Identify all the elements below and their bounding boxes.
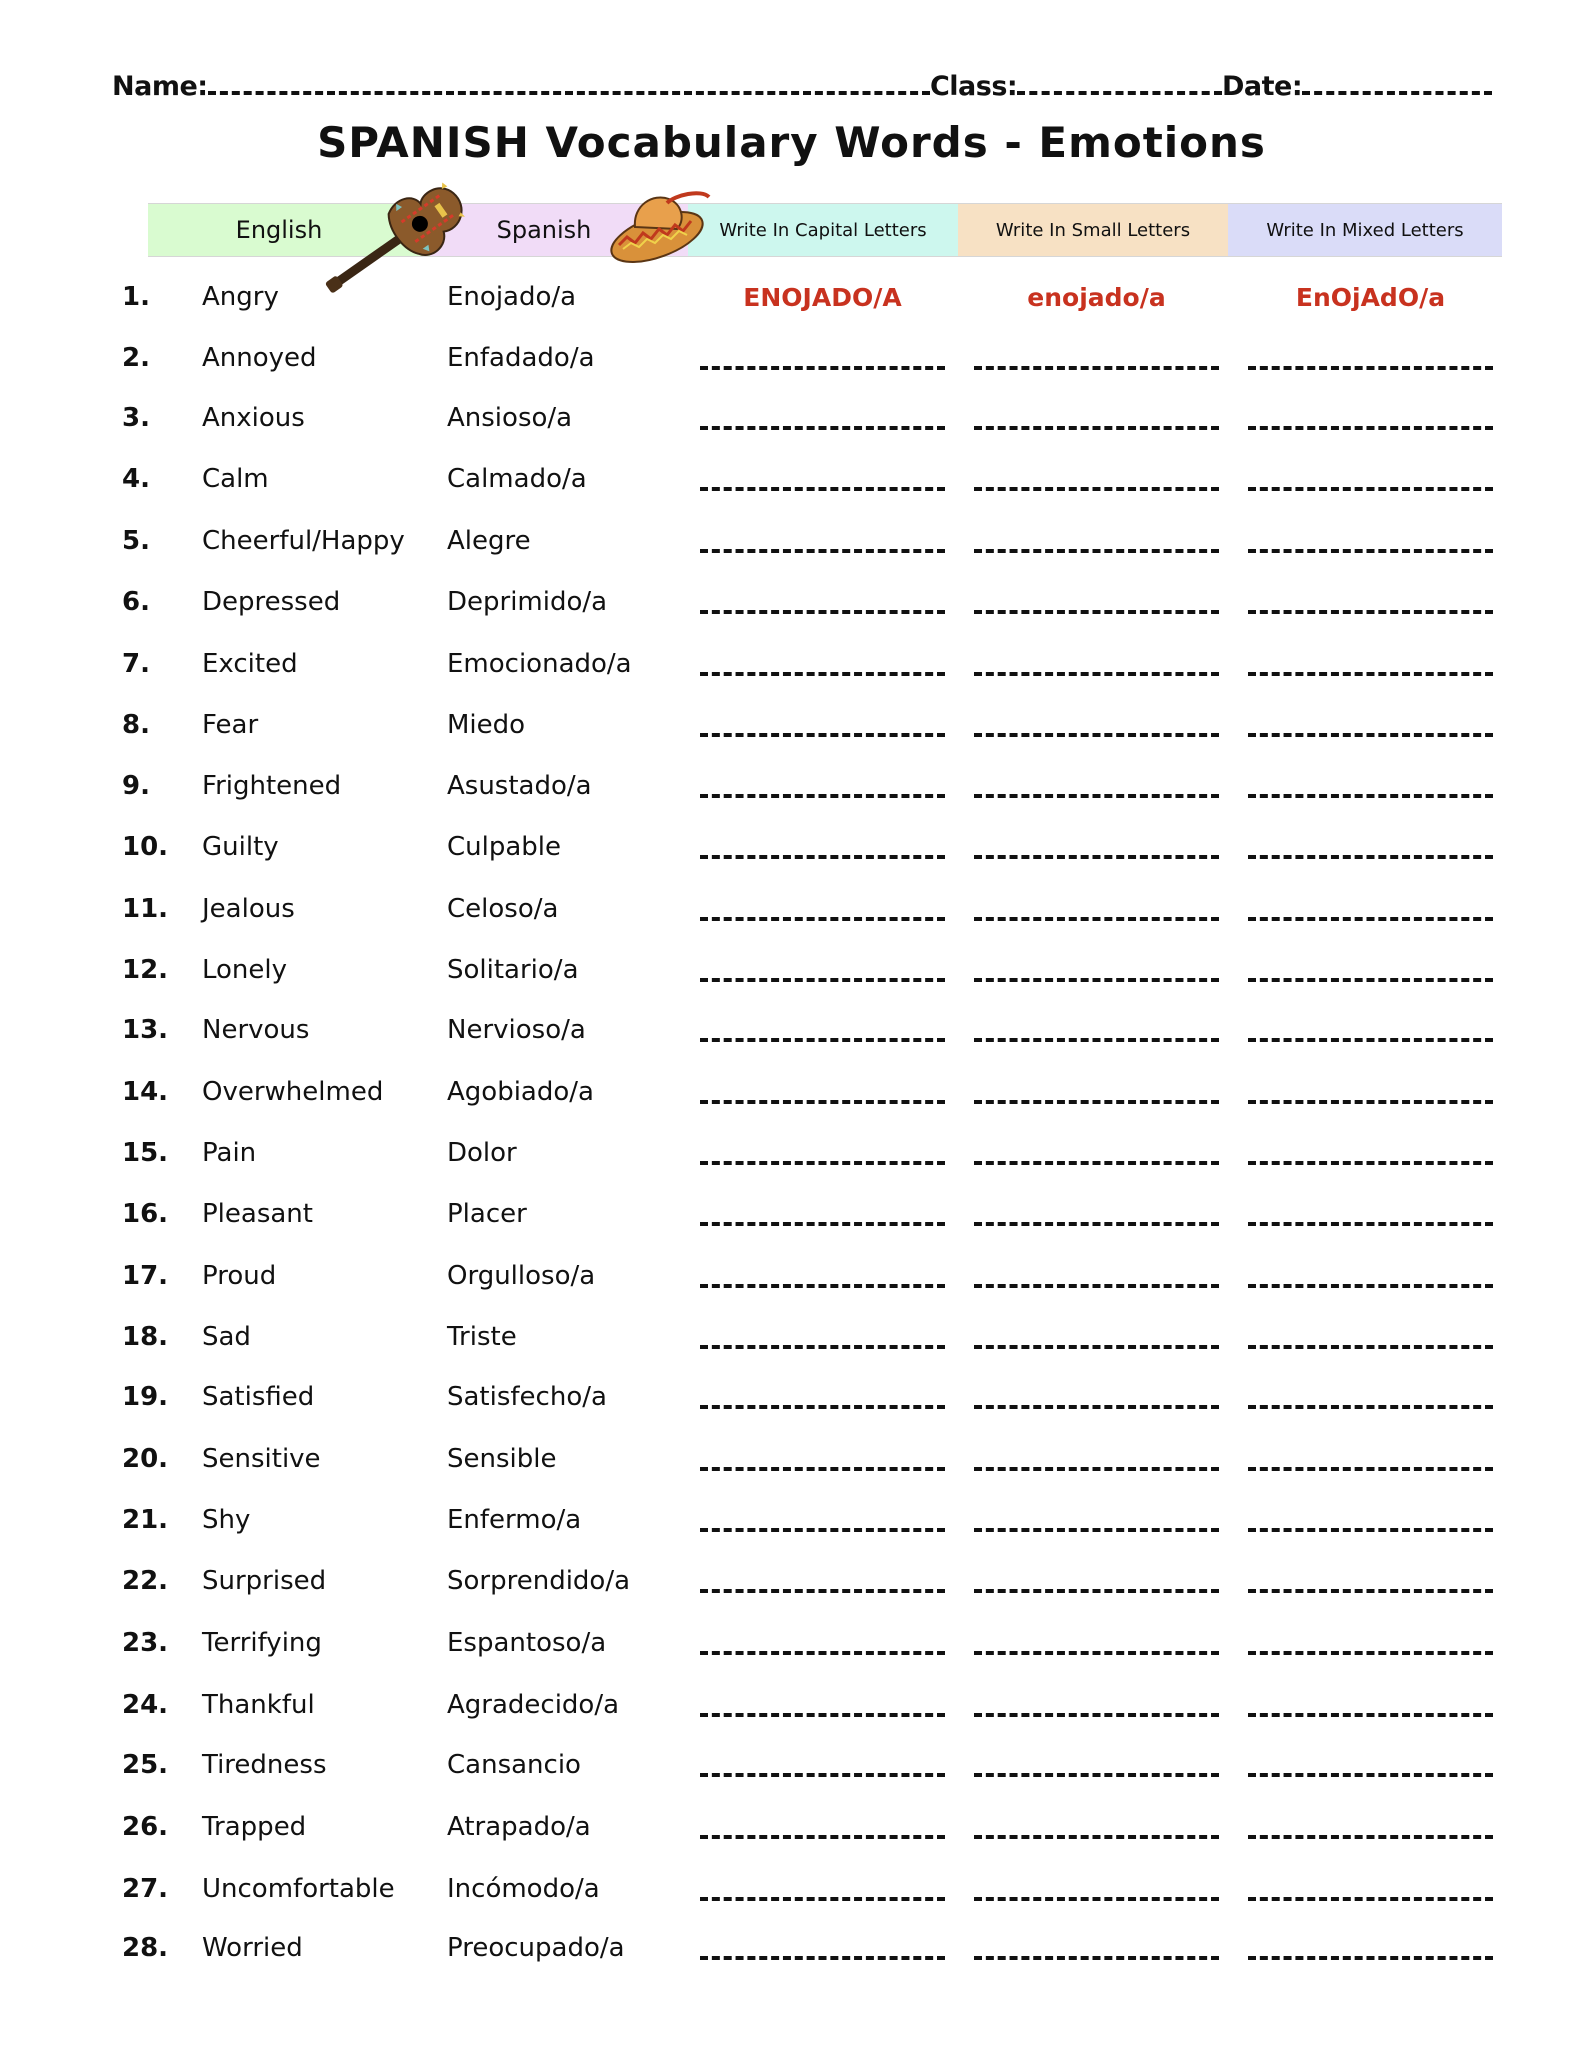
capital-answer-blank[interactable] — [700, 1690, 945, 1720]
spanish-word: Asustado/a — [447, 771, 592, 801]
column-header-small: Write In Small Letters — [958, 204, 1228, 256]
row-number: 17. — [122, 1261, 169, 1291]
english-word: Terrifying — [202, 1628, 322, 1658]
vocab-row — [0, 1556, 1583, 1606]
english-word: Overwhelmed — [202, 1077, 384, 1107]
small-answer: enojado/a — [1027, 282, 1166, 312]
small-answer-blank[interactable] — [974, 1261, 1219, 1291]
small-answer-blank[interactable] — [974, 587, 1219, 617]
spanish-word: Espantoso/a — [447, 1628, 607, 1658]
mixed-answer-blank[interactable] — [1248, 1015, 1493, 1045]
capital-answer-blank[interactable] — [700, 1628, 945, 1658]
row-number: 20. — [122, 1444, 169, 1474]
spanish-word: Enojado/a — [447, 282, 577, 312]
spanish-word: Cansancio — [447, 1750, 581, 1780]
row-number: 10. — [122, 832, 169, 862]
spanish-word: Preocupado/a — [447, 1933, 625, 1963]
row-number: 5. — [122, 526, 150, 556]
vocab-row — [0, 1495, 1583, 1545]
english-word: Tiredness — [202, 1750, 327, 1780]
row-number: 4. — [122, 464, 150, 494]
mixed-answer-blank[interactable] — [1248, 1138, 1493, 1168]
spanish-word: Ansioso/a — [447, 403, 573, 433]
capital-answer-blank[interactable] — [700, 587, 945, 617]
vocab-row — [0, 639, 1583, 689]
vocab-row — [0, 516, 1583, 566]
row-number: 11. — [122, 894, 169, 924]
date-label: Date: — [1222, 71, 1303, 102]
small-answer-blank[interactable] — [974, 1138, 1219, 1168]
spanish-word: Incómodo/a — [447, 1874, 600, 1904]
mixed-answer-blank[interactable] — [1248, 464, 1493, 494]
row-number: 28. — [122, 1933, 169, 1963]
english-word: Frightened — [202, 771, 342, 801]
row-number: 23. — [122, 1628, 169, 1658]
english-word: Pain — [202, 1138, 257, 1168]
mixed-answer-blank[interactable] — [1248, 1261, 1493, 1291]
capital-answer-blank[interactable] — [700, 1322, 945, 1352]
spanish-word: Solitario/a — [447, 955, 579, 985]
capital-answer-blank[interactable] — [700, 1505, 945, 1535]
row-number: 13. — [122, 1015, 169, 1045]
english-word: Worried — [202, 1933, 303, 1963]
spanish-word: Satisfecho/a — [447, 1382, 607, 1412]
english-word: Annoyed — [202, 343, 317, 373]
page-title: SPANISH Vocabulary Words - Emotions — [317, 118, 1266, 167]
capital-answer-blank[interactable] — [700, 464, 945, 494]
vocab-row — [0, 945, 1583, 995]
english-word: Excited — [202, 649, 298, 679]
small-answer-blank[interactable] — [974, 1750, 1219, 1780]
spanish-word: Deprimido/a — [447, 587, 608, 617]
mixed-answer-blank[interactable] — [1248, 1750, 1493, 1780]
spanish-word: Dolor — [447, 1138, 517, 1168]
vocab-row — [0, 1680, 1583, 1730]
mixed-answer-blank[interactable] — [1248, 771, 1493, 801]
small-answer-blank[interactable] — [974, 464, 1219, 494]
small-answer-blank[interactable] — [974, 832, 1219, 862]
small-answer-blank[interactable] — [974, 710, 1219, 740]
vocab-row — [0, 1312, 1583, 1362]
small-answer-blank[interactable] — [974, 955, 1219, 985]
english-word: Satisfied — [202, 1382, 315, 1412]
english-word: Sensitive — [202, 1444, 321, 1474]
mixed-answer-blank[interactable] — [1248, 1812, 1493, 1842]
student-info-line — [112, 62, 1492, 102]
english-word: Cheerful/Happy — [202, 526, 405, 556]
row-number: 12. — [122, 955, 169, 985]
spanish-word: Emocionado/a — [447, 649, 632, 679]
small-answer-blank[interactable] — [974, 649, 1219, 679]
row-number: 27. — [122, 1874, 169, 1904]
capital-answer-blank[interactable] — [700, 894, 945, 924]
vocab-row — [0, 272, 1583, 322]
row-number: 8. — [122, 710, 150, 740]
spanish-word: Enfermo/a — [447, 1505, 582, 1535]
vocab-row — [0, 1372, 1583, 1422]
english-word: Thankful — [202, 1690, 315, 1720]
vocab-row — [0, 1067, 1583, 1117]
row-number: 9. — [122, 771, 150, 801]
mixed-answer-blank[interactable] — [1248, 1322, 1493, 1352]
capital-answer-blank[interactable] — [700, 526, 945, 556]
class-label: Class: — [929, 71, 1018, 102]
row-number: 22. — [122, 1566, 169, 1596]
column-header-english: English — [148, 204, 430, 256]
capital-answer-blank[interactable] — [700, 403, 945, 433]
spanish-word: Agradecido/a — [447, 1690, 620, 1720]
small-answer-blank[interactable] — [974, 1382, 1219, 1412]
mixed-answer-blank[interactable] — [1248, 649, 1493, 679]
english-word: Depressed — [202, 587, 341, 617]
name-label: Name: — [112, 71, 208, 102]
sombrero-icon — [605, 185, 715, 265]
spanish-word: Triste — [447, 1322, 517, 1352]
mixed-answer-blank[interactable] — [1248, 1628, 1493, 1658]
english-word: Jealous — [202, 894, 295, 924]
english-word: Uncomfortable — [202, 1874, 395, 1904]
row-number: 1. — [122, 282, 150, 312]
spanish-word: Celoso/a — [447, 894, 559, 924]
mixed-answer-blank[interactable] — [1248, 587, 1493, 617]
english-word: Shy — [202, 1505, 251, 1535]
vocab-row — [0, 884, 1583, 934]
small-answer-blank[interactable] — [974, 1812, 1219, 1842]
spanish-word: Calmado/a — [447, 464, 587, 494]
row-number: 16. — [122, 1199, 169, 1229]
capital-answer-blank[interactable] — [700, 771, 945, 801]
vocab-row — [0, 454, 1583, 504]
row-number: 3. — [122, 403, 150, 433]
mixed-answer: EnOjAdO/a — [1295, 282, 1446, 312]
mixed-answer-blank[interactable] — [1248, 403, 1493, 433]
spanish-word: Nervioso/a — [447, 1015, 586, 1045]
small-answer-blank[interactable] — [974, 1015, 1219, 1045]
column-header-spanish: Spanish — [430, 204, 688, 256]
spanish-word: Orgulloso/a — [447, 1261, 596, 1291]
mixed-answer-blank[interactable] — [1248, 1382, 1493, 1412]
capital-answer-blank[interactable] — [700, 710, 945, 740]
capital-answer-blank[interactable] — [700, 649, 945, 679]
mixed-answer-blank[interactable] — [1248, 1077, 1493, 1107]
mixed-answer-blank[interactable] — [1248, 1690, 1493, 1720]
spanish-word: Sensible — [447, 1444, 557, 1474]
english-word: Sad — [202, 1322, 251, 1352]
vocab-row — [0, 333, 1583, 383]
vocab-row — [0, 1923, 1583, 1973]
row-number: 14. — [122, 1077, 169, 1107]
small-answer-blank[interactable] — [974, 1874, 1219, 1904]
capital-answer-blank[interactable] — [700, 1444, 945, 1474]
small-answer-blank[interactable] — [974, 526, 1219, 556]
vocab-row — [0, 700, 1583, 750]
mixed-answer-blank[interactable] — [1248, 955, 1493, 985]
row-number: 24. — [122, 1690, 169, 1720]
vocab-row — [0, 761, 1583, 811]
row-number: 18. — [122, 1322, 169, 1352]
english-word: Lonely — [202, 955, 288, 985]
english-word: Nervous — [202, 1015, 310, 1045]
capital-answer-blank[interactable] — [700, 1015, 945, 1045]
capital-answer-blank[interactable] — [700, 343, 945, 373]
mixed-answer-blank[interactable] — [1248, 1566, 1493, 1596]
spanish-word: Alegre — [447, 526, 531, 556]
mixed-answer-blank[interactable] — [1248, 710, 1493, 740]
vocab-row — [0, 1005, 1583, 1055]
spanish-word: Placer — [447, 1199, 527, 1229]
vocab-row — [0, 577, 1583, 627]
small-answer-blank[interactable] — [974, 1628, 1219, 1658]
small-answer-blank[interactable] — [974, 771, 1219, 801]
row-number: 2. — [122, 343, 150, 373]
mixed-answer-blank[interactable] — [1248, 1505, 1493, 1535]
capital-answer-blank[interactable] — [700, 955, 945, 985]
capital-answer-blank[interactable] — [700, 1138, 945, 1168]
vocab-row — [0, 1434, 1583, 1484]
spanish-word: Sorprendido/a — [447, 1566, 631, 1596]
vocab-row — [0, 1864, 1583, 1914]
small-answer-blank[interactable] — [974, 1505, 1219, 1535]
english-word: Angry — [202, 282, 279, 312]
spanish-word: Atrapado/a — [447, 1812, 591, 1842]
capital-answer-blank[interactable] — [700, 1812, 945, 1842]
row-number: 6. — [122, 587, 150, 617]
spanish-word: Miedo — [447, 710, 526, 740]
mixed-answer-blank[interactable] — [1248, 1444, 1493, 1474]
vocab-row — [0, 1189, 1583, 1239]
vocab-row — [0, 822, 1583, 872]
mixed-answer-blank[interactable] — [1248, 1199, 1493, 1229]
english-word: Fear — [202, 710, 259, 740]
small-answer-blank[interactable] — [974, 1690, 1219, 1720]
small-answer-blank[interactable] — [974, 1199, 1219, 1229]
capital-answer-blank[interactable] — [700, 832, 945, 862]
vocab-row — [0, 1802, 1583, 1852]
vocab-row — [0, 393, 1583, 443]
spanish-word: Enfadado/a — [447, 343, 595, 373]
small-answer-blank[interactable] — [974, 1933, 1219, 1963]
row-number: 7. — [122, 649, 150, 679]
spanish-word: Agobiado/a — [447, 1077, 594, 1107]
small-answer-blank[interactable] — [974, 403, 1219, 433]
vocab-row — [0, 1740, 1583, 1790]
name-field[interactable] — [208, 91, 930, 95]
column-header-capital: Write In Capital Letters — [688, 204, 958, 256]
mixed-answer-blank[interactable] — [1248, 526, 1493, 556]
english-word: Calm — [202, 464, 269, 494]
mixed-answer-blank[interactable] — [1248, 894, 1493, 924]
english-word: Surprised — [202, 1566, 327, 1596]
small-answer-blank[interactable] — [974, 1566, 1219, 1596]
spanish-word: Culpable — [447, 832, 562, 862]
capital-answer-blank[interactable] — [700, 1077, 945, 1107]
small-answer-blank[interactable] — [974, 894, 1219, 924]
class-field[interactable] — [1017, 91, 1222, 95]
vocab-row — [0, 1618, 1583, 1668]
row-number: 15. — [122, 1138, 169, 1168]
capital-answer-blank[interactable] — [700, 1261, 945, 1291]
small-answer-blank[interactable] — [974, 1444, 1219, 1474]
capital-answer-blank[interactable] — [700, 1933, 945, 1963]
column-header-mixed: Write In Mixed Letters — [1228, 204, 1502, 256]
english-word: Proud — [202, 1261, 277, 1291]
capital-answer-blank[interactable] — [700, 1566, 945, 1596]
mixed-answer-blank[interactable] — [1248, 343, 1493, 373]
mixed-answer-blank[interactable] — [1248, 1933, 1493, 1963]
row-number: 21. — [122, 1505, 169, 1535]
small-answer-blank[interactable] — [974, 1322, 1219, 1352]
row-number: 25. — [122, 1750, 169, 1780]
row-number: 26. — [122, 1812, 169, 1842]
capital-answer-blank[interactable] — [700, 1199, 945, 1229]
date-field[interactable] — [1302, 91, 1492, 95]
english-word: Anxious — [202, 403, 305, 433]
capital-answer-blank[interactable] — [700, 1382, 945, 1412]
vocab-row — [0, 1128, 1583, 1178]
vocab-row — [0, 1251, 1583, 1301]
small-answer-blank[interactable] — [974, 343, 1219, 373]
row-number: 19. — [122, 1382, 169, 1412]
english-word: Guilty — [202, 832, 279, 862]
capital-answer-blank[interactable] — [700, 1874, 945, 1904]
capital-answer: ENOJADO/A — [743, 282, 902, 312]
capital-answer-blank[interactable] — [700, 1750, 945, 1780]
mixed-answer-blank[interactable] — [1248, 832, 1493, 862]
small-answer-blank[interactable] — [974, 1077, 1219, 1107]
english-word: Pleasant — [202, 1199, 313, 1229]
mixed-answer-blank[interactable] — [1248, 1874, 1493, 1904]
english-word: Trapped — [202, 1812, 307, 1842]
